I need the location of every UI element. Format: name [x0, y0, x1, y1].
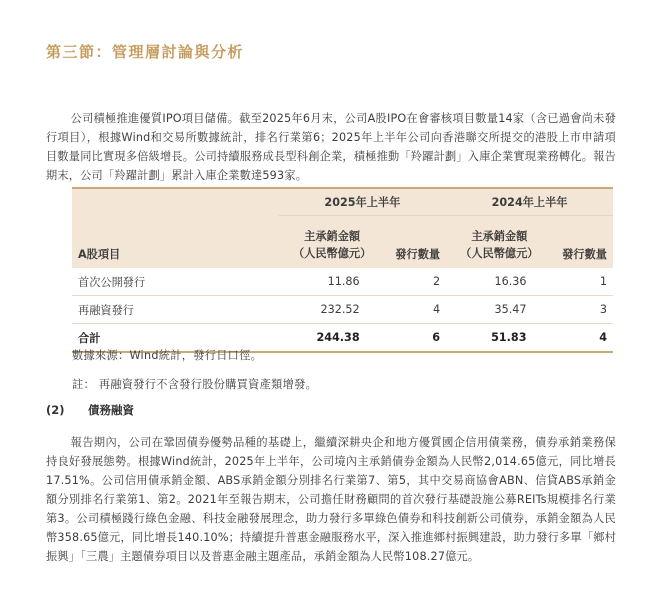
amount-header-line2: （人民幣億元）	[292, 247, 372, 260]
amount-header-2025	[279, 216, 386, 269]
row-label: 再融資發行	[72, 296, 279, 324]
row-header-label: A股項目	[72, 216, 279, 269]
subsection-heading	[46, 402, 134, 418]
period-header-2025: 2025年上半年	[279, 188, 446, 216]
count-2024: 1	[553, 268, 614, 296]
count-2024: 4	[553, 324, 614, 353]
count-header-2025: 發行數量	[386, 216, 446, 269]
amount-2025: 244.38	[279, 324, 386, 353]
count-2025: 2	[386, 268, 446, 296]
amount-header-line1: 主承銷金額	[471, 230, 528, 243]
subsection-number: (2)	[46, 403, 65, 417]
section-title: 第三節：管理層討論與分析	[46, 43, 245, 61]
count-2025: 4	[386, 296, 446, 324]
amount-header-line2: （人民幣億元）	[460, 247, 539, 260]
amount-2025: 232.52	[279, 296, 386, 324]
ipo-paragraph: 公司積極推進優質IPO項目儲備。截至2025年6月末，公司A股IPO在會審核項目數量14家（含已過會尚未發行項目），根據Wind和交易所數據統計，排名行業第6；2025年上半年公司向香港聯交所提交的港股上市申請項目數量同比實現多倍級增長。公司持續服務成長型科創企業，積極推動「羚躍計劃」入庫企業實現業務轉化。報告期末，公司「羚躍計劃」累計入庫企業數達593家。	[46, 112, 616, 182]
amount-2024: 16.36	[446, 268, 552, 296]
amount-2024: 35.47	[446, 296, 552, 324]
table-row	[72, 268, 613, 296]
row-label: 合計	[72, 324, 279, 353]
count-2025: 6	[386, 324, 446, 353]
debt-financing-paragraph: 報告期內，公司在鞏固債券優勢品種的基礎上，繼續深耕央企和地方優質國企信用債業務，債券承銷業務保持良好發展態勢。根據Wind統計，2025年上半年，公司境內主承銷債券金額為人民幣2,014.65億元，同比增長17.51%。公司信用債承銷金額、ABS承銷金額分別排名行業第7、第5，其中交易商協會ABN、信貸ABS承銷金額分別排名行業第1、第2。2021年至報告期末，公司擔任財務顧問的首次發行基礎設施公募REITs規模排名行業第3。公司積極踐行綠色金融、科技金融發展理念，助力發行多單綠色債券和科技創新公司債券，承銷金額為人民幣358.65億元，同比增長140.10%；持續提升普惠金融服務水平，深入推進鄉村振興建設，助力發行多單「鄉村振興」「三農」主題債券項目以及普惠金融主題產品，承銷金額為人民幣108.27億元。	[46, 436, 616, 563]
header-spacer	[72, 188, 279, 216]
source-note: 數據來源：Wind統計，發行日口徑。	[72, 349, 263, 362]
subsection-title: 債務融資	[88, 403, 134, 417]
count-2024: 3	[553, 296, 614, 324]
amount-header-line1: 主承銷金額	[304, 230, 361, 243]
period-header-2024: 2024年上半年	[446, 188, 613, 216]
amount-2024: 51.83	[446, 324, 552, 353]
a-share-underwriting-table	[72, 187, 613, 353]
table-row	[72, 296, 613, 324]
footnote: 註： 再融資發行不含發行股份購買資產類增發。	[72, 378, 318, 391]
amount-header-2024	[446, 216, 552, 269]
row-label: 首次公開發行	[72, 268, 279, 296]
amount-2025: 11.86	[279, 268, 386, 296]
count-header-2024: 發行數量	[553, 216, 614, 269]
